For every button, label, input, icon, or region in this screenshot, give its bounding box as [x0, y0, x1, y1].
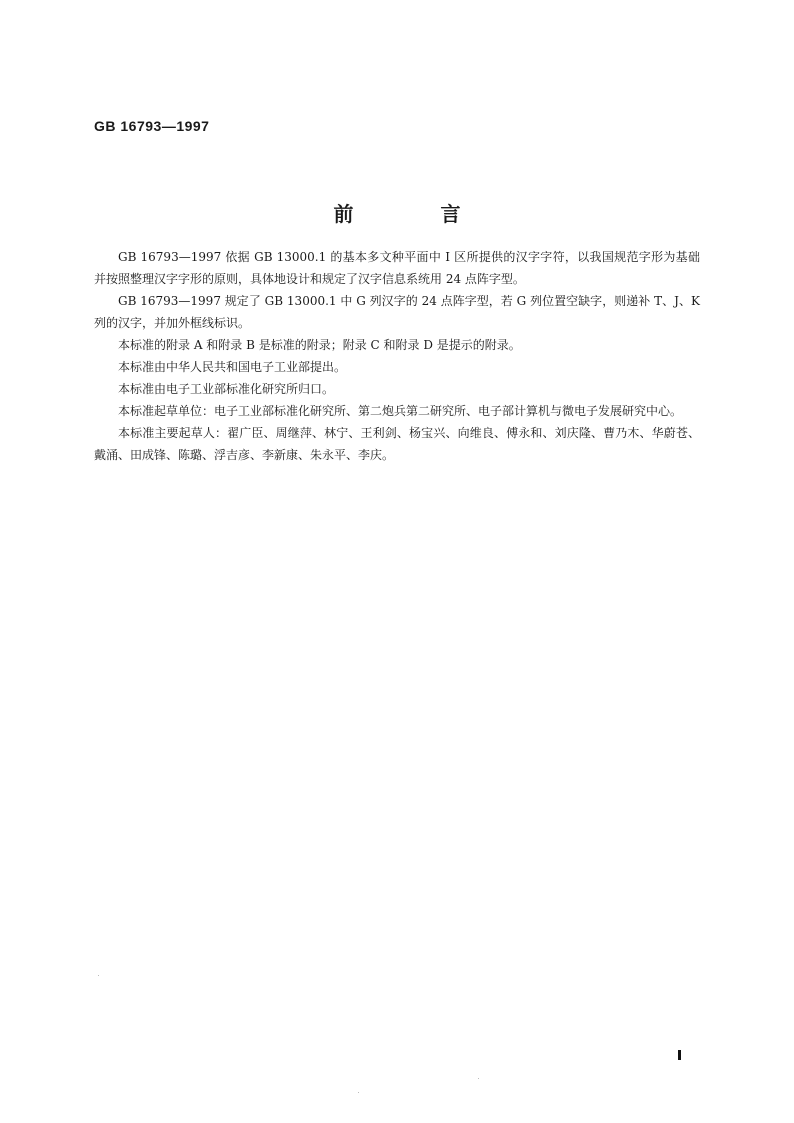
foreword-body — [94, 246, 700, 466]
paragraph-proposer: 本标准由中华人民共和国电子工业部提出。 — [118, 360, 347, 374]
paragraph-appendices: 本标准的附录 A 和附录 B 是标准的附录；附录 C 和附录 D 是提示的附录。 — [118, 338, 521, 352]
paragraph-basis: GB 16793—1997 依据 GB 13000.1 的基本多文种平面中 I 区所提供的汉字字符，以我国规范字形为基础并按照整理汉字字形的原则，具体地设计和规定了汉字信息系统用 24 点阵字型。 — [94, 250, 700, 286]
page-title: 前 言 — [333, 202, 501, 226]
page-number-mark — [678, 1050, 681, 1060]
paragraph-scope: GB 16793—1997 规定了 GB 13000.1 中 G 列汉字的 24 点阵字型，若 G 列位置空缺字，则递补 T、J、K 列的汉字，并加外框线标识。 — [94, 294, 700, 330]
standard-code-header: GB 16793—1997 — [94, 118, 210, 134]
scan-speck — [358, 1092, 359, 1093]
paragraph-drafters: 本标准主要起草人：翟广臣、周继萍、林宁、王利剑、杨宝兴、向维良、傅永和、刘庆隆、曹乃木、华蔚苍、戴涌、田成锋、陈璐、浮吉彦、李新康、朱永平、李庆。 — [94, 426, 700, 462]
scan-speck — [98, 975, 99, 976]
paragraph-drafting-units: 本标准起草单位：电子工业部标准化研究所、第二炮兵第二研究所、电子部计算机与微电子发展研究中心。 — [118, 404, 683, 418]
scan-speck — [478, 1078, 479, 1079]
paragraph-administrator: 本标准由电子工业部标准化研究所归口。 — [118, 382, 335, 396]
